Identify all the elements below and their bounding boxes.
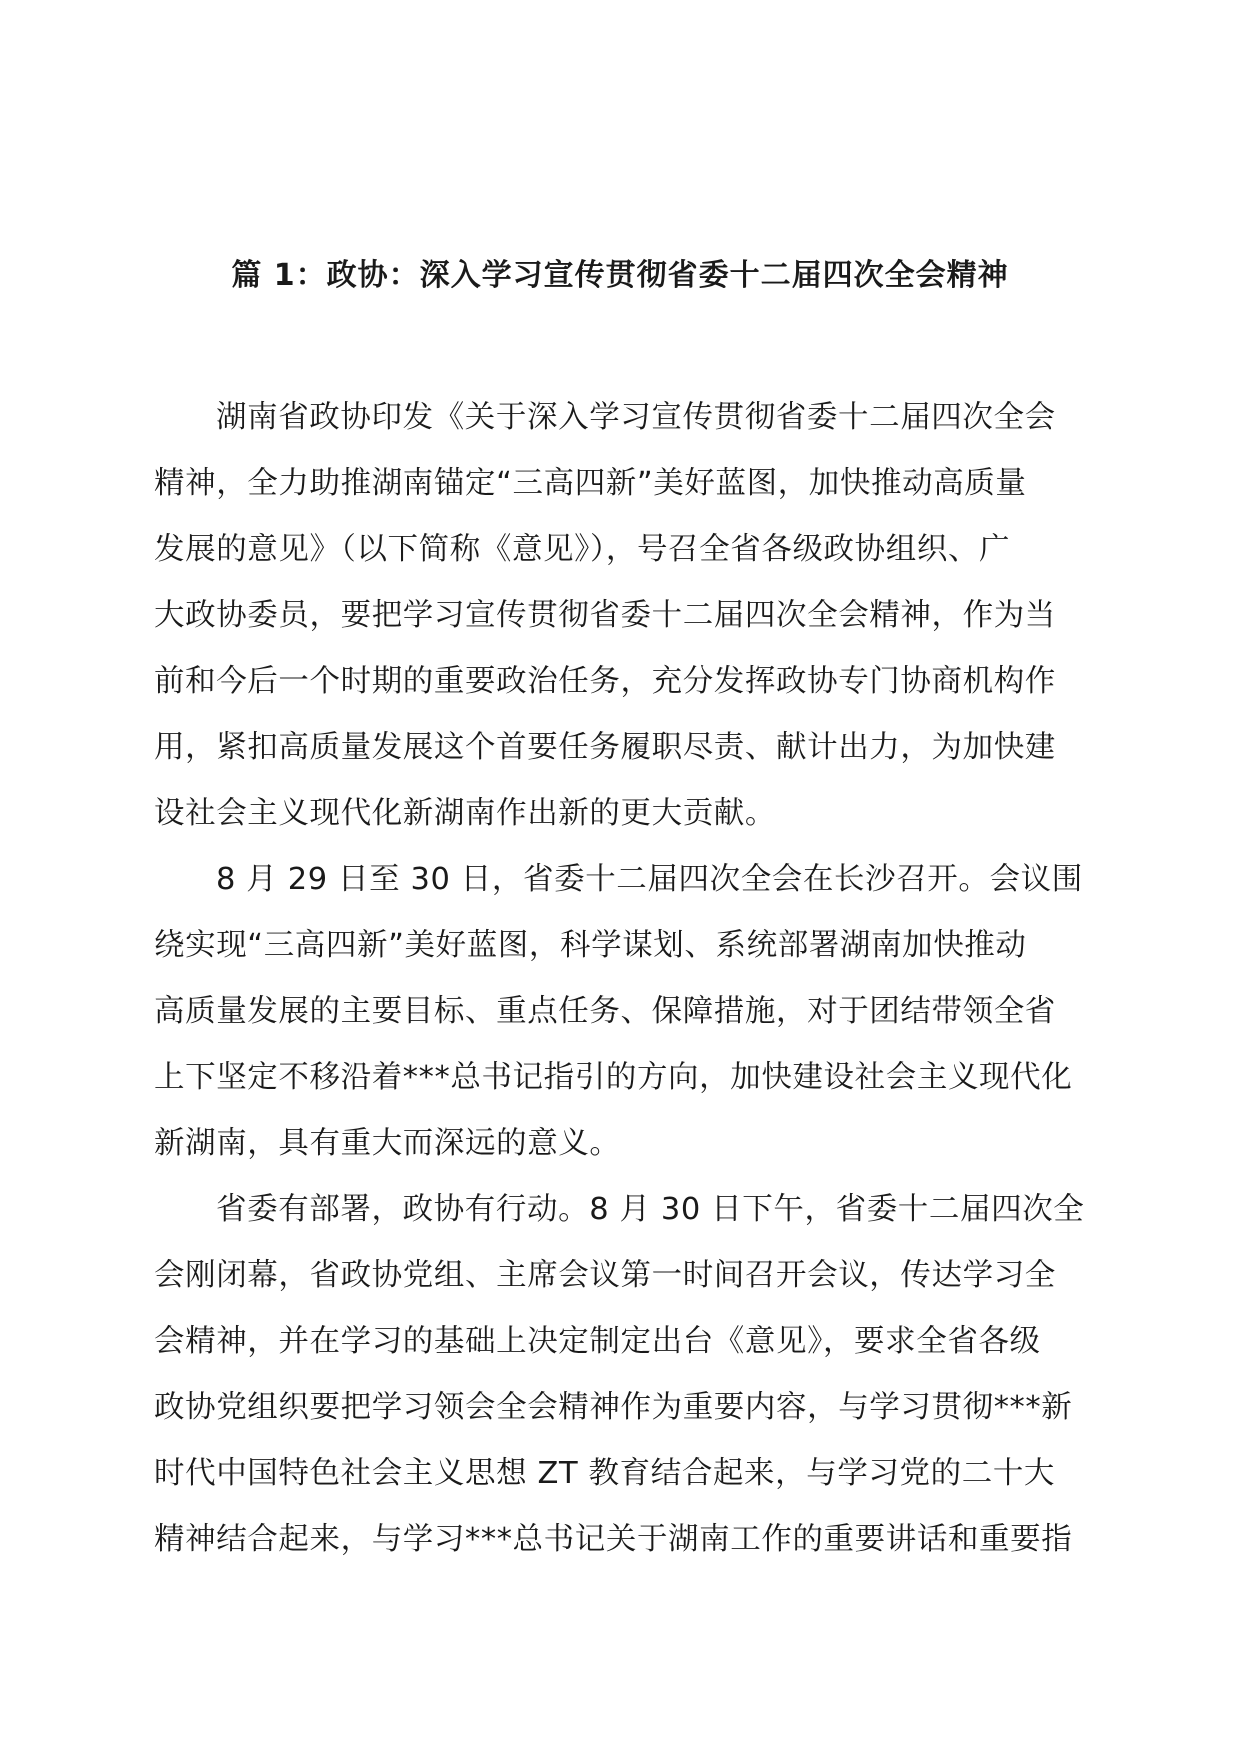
document-body (154, 385, 1094, 1573)
text-line: 新湖南，具有重大而深远的意义。 (154, 1126, 621, 1161)
text-line: 绕实现“三高四新”美好蓝图，科学谋划、系统部署湖南加快推动 (154, 928, 1027, 963)
text-line: 用，紧扣高质量发展这个首要任务履职尽责、献计出力，为加快建 (154, 730, 1056, 765)
text-line: 上下坚定不移沿着***总书记指引的方向，加快建设社会主义现代化 (154, 1060, 1073, 1095)
text-line: 会精神，并在学习的基础上决定制定出台《意见》，要求全省各级 (154, 1324, 1041, 1359)
text-line: 省委有部署，政协有行动。8 月 30 日下午，省委十二届四次全 (216, 1192, 1085, 1227)
document-title: 篇 1：政协：深入学习宣传贯彻省委十二届四次全会精神 (231, 258, 1009, 293)
text-line: 精神结合起来，与学习***总书记关于湖南工作的重要讲话和重要指 (154, 1522, 1073, 1557)
paragraph-1 (154, 385, 1094, 847)
text-line: 时代中国特色社会主义思想 ZT 教育结合起来，与学习党的二十大 (154, 1456, 1056, 1491)
text-line: 高质量发展的主要目标、重点任务、保障措施，对于团结带领全省 (154, 994, 1056, 1029)
paragraph-2 (154, 847, 1094, 1177)
text-line: 设社会主义现代化新湖南作出新的更大贡献。 (154, 796, 776, 831)
text-line: 前和今后一个时期的重要政治任务，充分发挥政协专门协商机构作 (154, 664, 1056, 699)
text-line: 精神，全力助推湖南锚定“三高四新”美好蓝图，加快推动高质量 (154, 466, 1027, 501)
text-line: 湖南省政协印发《关于深入学习宣传贯彻省委十二届四次全会 (216, 400, 1056, 435)
text-line: 大政协委员，要把学习宣传贯彻省委十二届四次全会精神，作为当 (154, 598, 1056, 633)
text-line: 发展的意见》（以下简称《意见》），号召全省各级政协组织、广 (154, 532, 1011, 567)
text-line: 8 月 29 日至 30 日，省委十二届四次全会在长沙召开。会议围 (216, 862, 1083, 897)
text-line: 政协党组织要把学习领会全会精神作为重要内容，与学习贯彻***新 (154, 1390, 1073, 1425)
paragraph-3 (154, 1177, 1094, 1573)
text-line: 会刚闭幕，省政协党组、主席会议第一时间召开会议，传达学习全 (154, 1258, 1056, 1293)
